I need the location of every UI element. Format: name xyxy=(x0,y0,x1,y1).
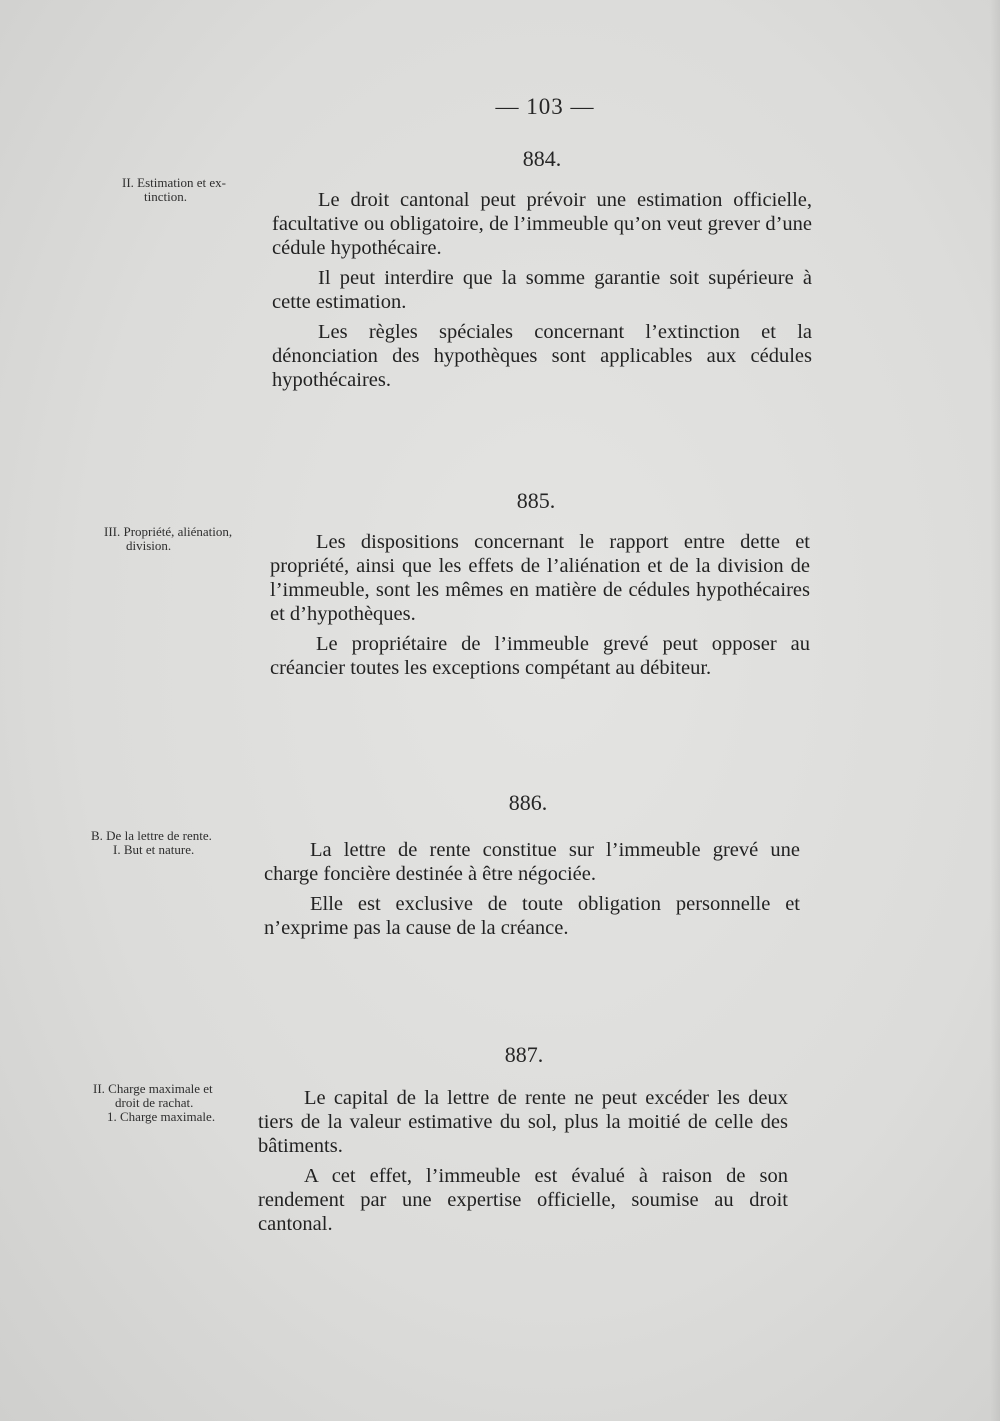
article-body xyxy=(272,188,812,398)
margin-note xyxy=(122,176,272,204)
paragraph: Le propriétaire de l’immeuble grevé peut opposer au créancier toutes les exceptions compétant au débiteur. xyxy=(270,633,810,679)
margin-note-line: droit de rachat. xyxy=(115,1095,194,1110)
margin-note xyxy=(104,525,269,553)
paragraph: Les dispositions concernant le rapport entre dette et propriété, ainsi que les effets de l’aliénation et de la division de l’immeuble, sont les mêmes en matière de cédules hypothécaires et d’hypothèques. xyxy=(270,531,810,625)
paragraph: Il peut interdire que la somme garantie soit supérieure à cette estimation. xyxy=(272,267,812,313)
page-edge-shadow xyxy=(990,0,1000,1421)
paragraph: Le capital de la lettre de rente ne peut excéder les deux tiers de la valeur estimative du sol, plus la moitié de celle des bâtiments. xyxy=(258,1087,788,1157)
page-number: — 103 — xyxy=(495,94,595,119)
paragraph: Les règles spéciales concernant l’extinction et la dénonciation des hypothèques sont applicables aux cédules hypothécaires. xyxy=(272,321,812,391)
article-body xyxy=(258,1086,788,1242)
margin-note xyxy=(93,1082,258,1124)
article-number: 884. xyxy=(522,146,562,171)
margin-note-line: I. But et nature. xyxy=(113,842,195,857)
article-number: 887. xyxy=(504,1042,544,1067)
paragraph: Elle est exclusive de toute obligation personnelle et n’exprime pas la cause de la créance. xyxy=(264,893,800,939)
margin-note xyxy=(91,829,261,857)
margin-note-line: tinction. xyxy=(144,189,187,204)
article-body xyxy=(264,838,800,946)
margin-note-line: division. xyxy=(126,538,172,553)
paragraph: A cet effet, l’immeuble est évalué à raison de son rendement par une expertise officielle, soumise au droit cantonal. xyxy=(258,1165,788,1235)
article-number: 885. xyxy=(516,488,556,513)
article-body xyxy=(270,530,810,686)
margin-note-line: II. Charge maximale et xyxy=(93,1081,213,1096)
margin-note-line: II. Estimation et ex- xyxy=(122,175,226,190)
margin-note-line: 1. Charge maximale. xyxy=(107,1109,216,1124)
paragraph: Le droit cantonal peut prévoir une estimation officielle, facultative ou obligatoire, de l’immeuble qu’on veut grever d’une cédule hypothécaire. xyxy=(272,189,812,259)
paragraph: La lettre de rente constitue sur l’immeuble grevé une charge foncière destinée à être négociée. xyxy=(264,839,800,885)
margin-note-line: B. De la lettre de rente. xyxy=(91,828,212,843)
article-number: 886. xyxy=(508,790,548,815)
margin-note-line: III. Propriété, aliénation, xyxy=(104,524,233,539)
